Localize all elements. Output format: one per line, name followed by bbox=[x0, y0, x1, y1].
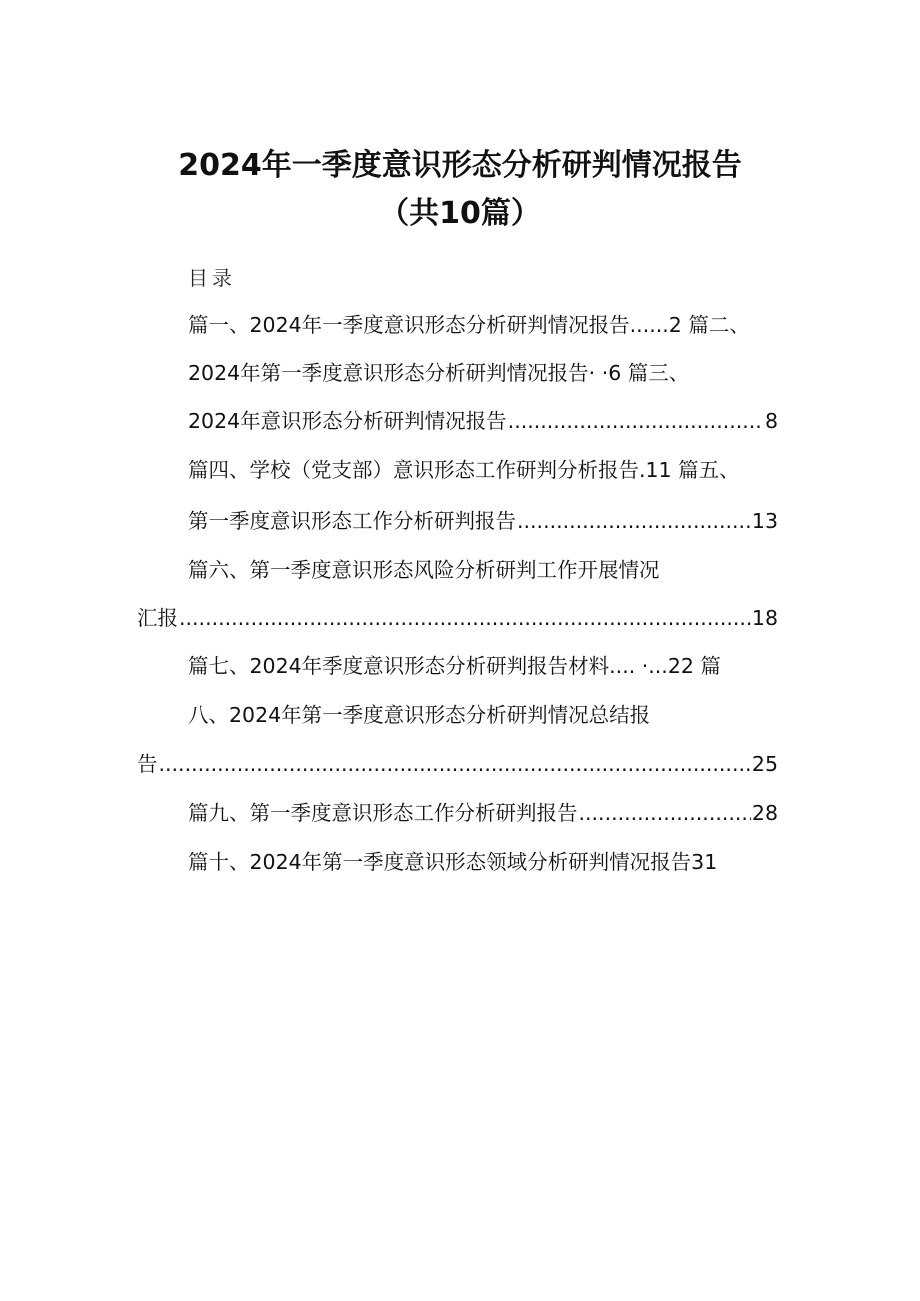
toc-page-number: 28 bbox=[751, 801, 778, 825]
toc-page-number: 8 bbox=[764, 409, 778, 433]
toc-page-number: 13 bbox=[751, 509, 778, 533]
document-title: 2024年一季度意识形态分析研判情况报告 bbox=[178, 148, 742, 183]
toc-leader-dots bbox=[159, 750, 751, 778]
toc-leader-dots bbox=[179, 604, 751, 632]
toc-line[interactable]: 八、2024年第一季度意识形态分析研判情况总结报 bbox=[188, 703, 651, 727]
toc-line[interactable]: 篇十、2024年第一季度意识形态领域分析研判情况报告31 bbox=[188, 850, 718, 874]
toc-line[interactable]: 篇一、2024年一季度意识形态分析研判情况报告......2 篇二、 bbox=[188, 313, 750, 337]
toc-entry[interactable] bbox=[188, 799, 778, 827]
toc-page-number: 18 bbox=[751, 606, 778, 630]
toc-entry-label: 汇报 bbox=[137, 606, 178, 630]
toc-entry-label: 篇九、第一季度意识形态工作分析研判报告 bbox=[188, 801, 578, 825]
toc-leader-dots bbox=[579, 799, 751, 827]
toc-line[interactable]: 篇六、第一季度意识形态风险分析研判工作开展情况 bbox=[188, 558, 660, 582]
toc-entry-label: 告 bbox=[137, 752, 158, 776]
toc-entry-label: 2024年意识形态分析研判情况报告 bbox=[188, 409, 507, 433]
toc-entry-label: 第一季度意识形态工作分析研判报告 bbox=[188, 509, 516, 533]
toc-entry[interactable] bbox=[188, 407, 778, 435]
toc-page-number: 25 bbox=[751, 752, 778, 776]
toc-heading: 目录 bbox=[188, 266, 236, 290]
toc-line[interactable]: 篇七、2024年季度意识形态分析研判报告材料.... ·...22 篇 bbox=[188, 654, 721, 678]
toc-line[interactable]: 2024年第一季度意识形态分析研判情况报告· ·6 篇三、 bbox=[188, 361, 690, 385]
toc-entry[interactable] bbox=[188, 507, 778, 535]
toc-leader-dots bbox=[517, 507, 751, 535]
toc-entry[interactable] bbox=[137, 604, 778, 632]
toc-leader-dots bbox=[508, 407, 764, 435]
toc-entry[interactable] bbox=[137, 750, 778, 778]
document-subtitle: （共10篇） bbox=[379, 196, 541, 231]
toc-line[interactable]: 篇四、学校（党支部）意识形态工作研判分析报告.11 篇五、 bbox=[188, 458, 740, 482]
